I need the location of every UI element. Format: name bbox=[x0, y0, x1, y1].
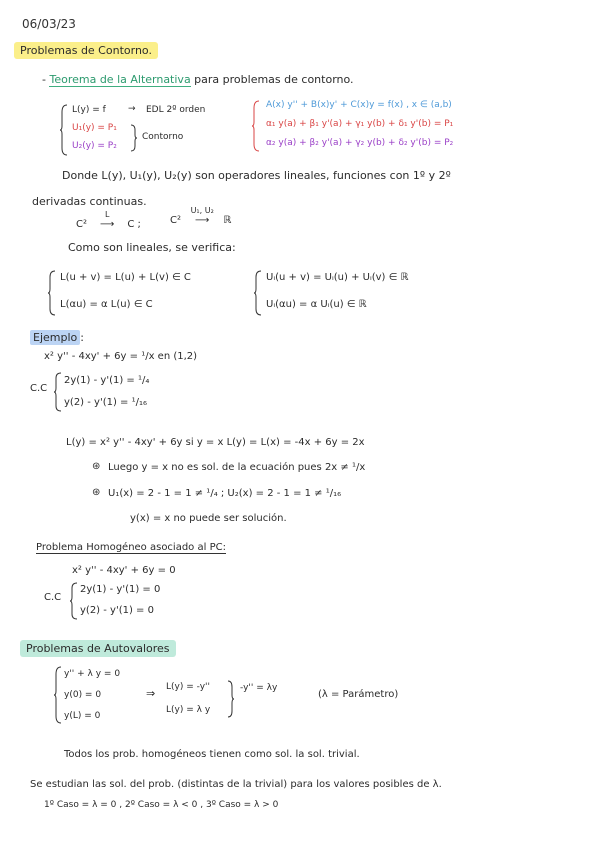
example-colon: : bbox=[80, 331, 84, 344]
homogeneous-cc-label: C.C bbox=[44, 592, 62, 603]
alternativa-heading bbox=[42, 74, 354, 85]
sys-eq-ly: L(y) = f bbox=[72, 105, 106, 115]
autovalores-eq-2: y(0) = 0 bbox=[64, 690, 102, 700]
mapping-u bbox=[170, 206, 232, 226]
mapping-u-operator: U₁, U₂ bbox=[190, 206, 214, 215]
alternativa-rest: para problemas de contorno. bbox=[190, 73, 354, 86]
label-contorno: Contorno bbox=[142, 132, 184, 142]
alternativa-prefix: - bbox=[42, 73, 50, 86]
mapping-u-codomain: ℝ bbox=[223, 215, 232, 226]
linearity-left-2: L(αu) = α L(u) ∈ C bbox=[60, 299, 153, 310]
homogeneous-cc-brace bbox=[70, 582, 78, 620]
sys-eq-u2: U₂(y) = P₂ bbox=[72, 141, 117, 151]
example-bullet-1: Luego y = x no es sol. de la ecuación pues 2x ≠ ¹/x bbox=[108, 462, 366, 473]
homogeneous-cc-2: y(2) - y'(1) = 0 bbox=[80, 605, 154, 616]
section-title-contorno: Problemas de Contorno. bbox=[14, 42, 158, 59]
autovalores-eq-1: y'' + λ y = 0 bbox=[64, 669, 121, 679]
sys-right-eq1: A(x) y'' + B(x)y' + C(x)y = f(x) , x ∈ (a,b) bbox=[266, 100, 452, 110]
sys-right-eq2: α₁ y(a) + β₁ y'(a) + γ₁ y(b) + δ₁ y'(b) = P₁ bbox=[266, 119, 454, 129]
label-edl: EDL 2º orden bbox=[146, 105, 206, 115]
example-ly-line: L(y) = x² y'' - 4xy' + 6y si y = x L(y) = L(x) = -4x + 6y = 2x bbox=[66, 437, 365, 448]
operator-brace bbox=[228, 680, 234, 718]
note-study: Se estudian las sol. del prob. (distintas de la trivial) para los valores posibles de λ. bbox=[30, 779, 442, 790]
example-label: Ejemplo bbox=[30, 330, 80, 345]
autovalores-eq-3: y(L) = 0 bbox=[64, 711, 101, 721]
homogeneous-cc-1: 2y(1) - y'(1) = 0 bbox=[80, 584, 161, 595]
linearity-left-brace bbox=[48, 270, 56, 316]
implies-arrow-icon: ⇒ bbox=[146, 687, 156, 700]
desc-line-2: derivadas continuas. bbox=[32, 195, 147, 208]
example-cc-2: y(2) - y'(1) = ¹/₁₆ bbox=[64, 397, 148, 408]
sys-eq-u1: U₁(y) = P₁ bbox=[72, 123, 117, 133]
mapping-u-arrow: ⟶ bbox=[195, 215, 210, 226]
section-title-autovalores: Problemas de Autovalores bbox=[20, 640, 176, 657]
homogeneous-equation: x² y'' - 4xy' + 6y = 0 bbox=[72, 565, 176, 576]
mapping-l-domain: C² bbox=[76, 219, 87, 230]
example-equation: x² y'' - 4xy' + 6y = ¹/x en (1,2) bbox=[44, 351, 198, 362]
left-system-brace bbox=[60, 104, 68, 156]
mapping-l-codomain: C ; bbox=[127, 219, 141, 230]
mapping-l bbox=[76, 210, 141, 230]
sys-right-eq3: α₂ y(a) + β₂ y'(a) + γ₂ y(b) + δ₂ y'(b) = P₂ bbox=[266, 138, 454, 148]
contorno-brace bbox=[131, 124, 137, 152]
example-cc-1: 2y(1) - y'(1) = ¹/₄ bbox=[64, 375, 150, 386]
operator-result: -y'' = λy bbox=[240, 683, 278, 693]
operator-def-2: L(y) = λ y bbox=[166, 705, 211, 715]
linearity-right-brace bbox=[254, 270, 262, 316]
alternativa-title: Teorema de la Alternativa bbox=[49, 73, 191, 86]
arrow-to-edl: → bbox=[128, 104, 136, 114]
note-trivial: Todos los prob. homogéneos tienen como sol. la sol. trivial. bbox=[64, 749, 360, 760]
operator-def-1: L(y) = -y'' bbox=[166, 682, 210, 692]
lambda-parameter: (λ = Parámetro) bbox=[318, 689, 399, 700]
linearity-left-1: L(u + v) = L(u) + L(v) ∈ C bbox=[60, 272, 191, 283]
example-conclusion: y(x) = x no puede ser solución. bbox=[130, 513, 287, 524]
linearity-right-1: Uᵢ(u + v) = Uᵢ(u) + Uᵢ(v) ∈ ℝ bbox=[266, 272, 409, 283]
desc-line-1: Donde L(y), U₁(y), U₂(y) son operadores lineales, funciones con 1º y 2º bbox=[62, 169, 451, 182]
autovalores-brace bbox=[54, 666, 62, 724]
example-cc-label: C.C bbox=[30, 383, 48, 394]
mapping-l-arrow: ⟶ bbox=[100, 219, 115, 230]
example-cc-brace bbox=[54, 372, 62, 412]
mapping-l-operator: L bbox=[104, 210, 110, 219]
page-date: 06/03/23 bbox=[22, 17, 76, 31]
mapping-u-domain: C² bbox=[170, 215, 181, 226]
linear-note: Como son lineales, se verifica: bbox=[68, 241, 236, 254]
example-heading bbox=[30, 332, 84, 343]
example-bullet-2-icon: ⊛ bbox=[92, 487, 101, 498]
example-bullet-2: U₁(x) = 2 - 1 = 1 ≠ ¹/₄ ; U₂(x) = 2 - 1 = 1 ≠ ¹/₁₆ bbox=[108, 488, 342, 499]
linearity-right-2: Uᵢ(αu) = α Uᵢ(u) ∈ ℝ bbox=[266, 299, 367, 310]
example-bullet-1-icon: ⊛ bbox=[92, 461, 101, 472]
right-system-brace bbox=[252, 100, 260, 152]
cases-line: 1º Caso = λ = 0 , 2º Caso = λ < 0 , 3º Caso = λ > 0 bbox=[44, 800, 279, 810]
homogeneous-title: Problema Homogéneo asociado al PC: bbox=[36, 542, 226, 553]
